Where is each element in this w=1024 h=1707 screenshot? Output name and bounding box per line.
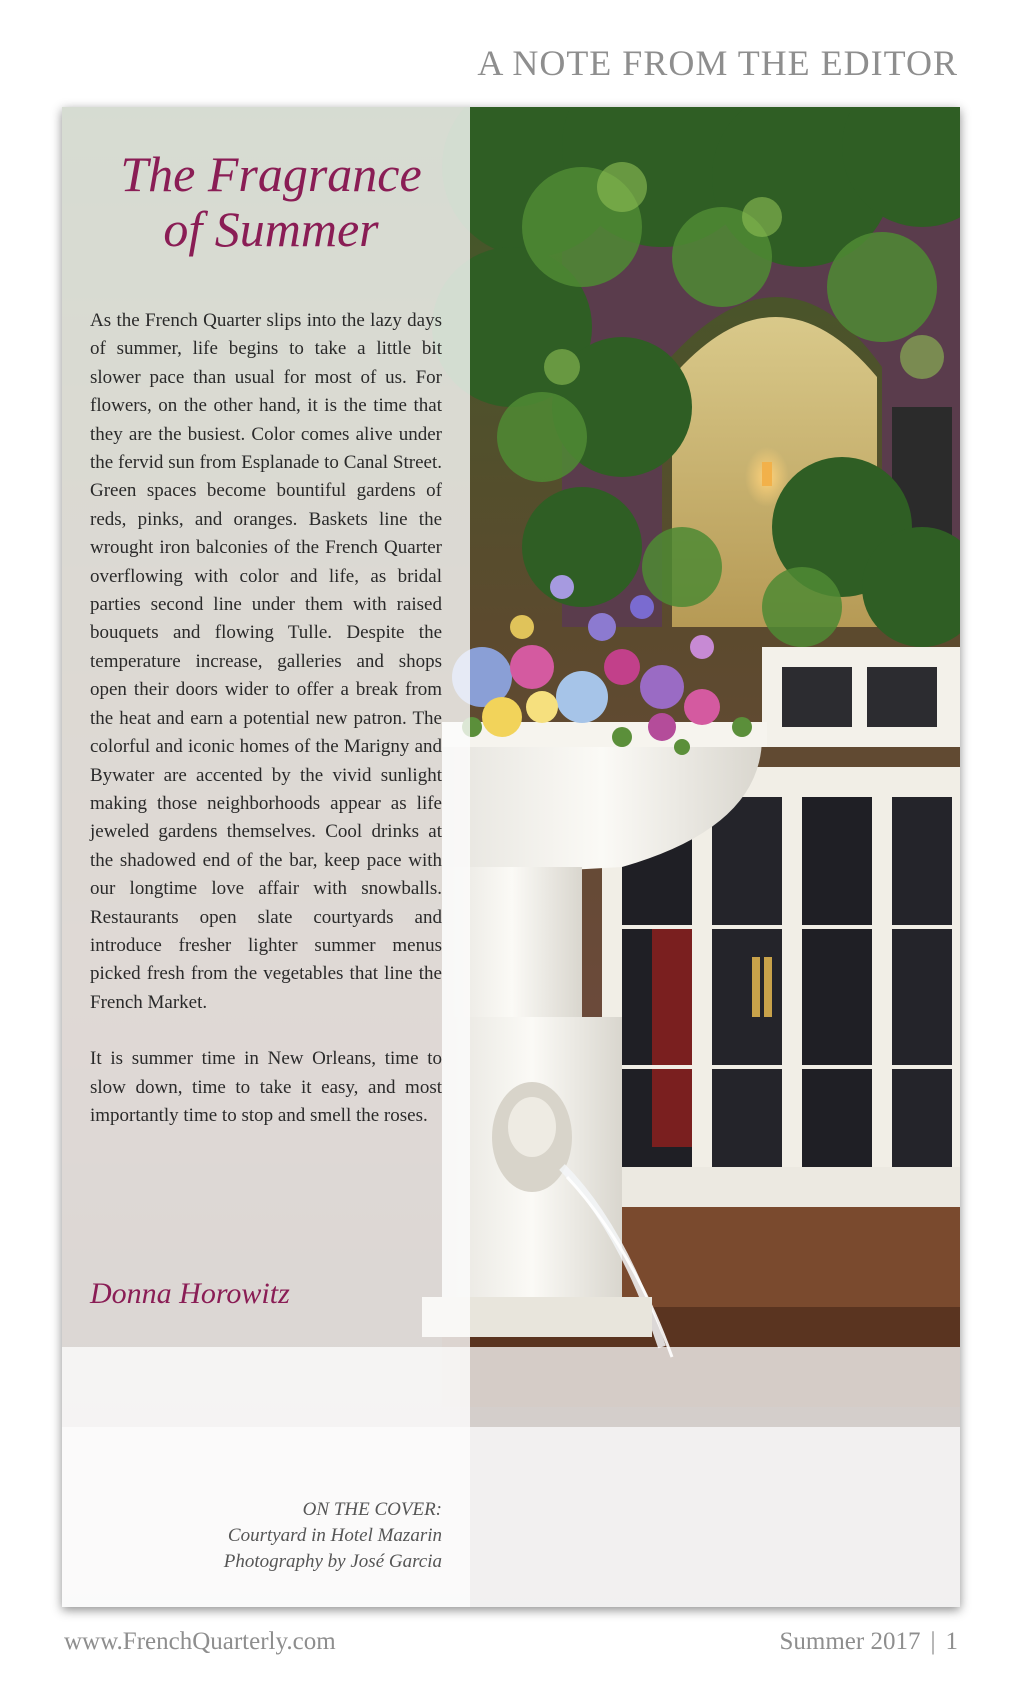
article-paragraph-2: It is summer time in New Orleans, time to slow down, time to take it easy, and most importantly time to stop and smell the roses. (90, 1048, 442, 1126)
article-body (90, 307, 442, 1158)
page-number: 1 (945, 1628, 958, 1655)
article-title-line-1: The Fragrance (120, 146, 422, 202)
editor-note-card (62, 107, 960, 1607)
footer-issue-info (780, 1628, 958, 1656)
article-paragraph-1: As the French Quarter slips into the lazy days of summer, life begins to take a little bit slower pace than usual for most of us. For flowers, on the other hand, it is the time that they are the busiest. Color comes alive under the fervid sun from Esplanade to Canal Street. Green spaces become bountiful gardens of reds, pinks, and oranges. Baskets line the wrought iron balconies of the French Quarter overflowing with color and life, as bridal parties second line under them with raised bouquets and flowing Tulle. Despite the temperature increase, galleries and shops open their doors wider to offer a break from the heat and earn a potential new patron. The colorful and iconic homes of the Marigny and Bywater are accented by the vivid sunlight making those neighborhoods appear as life jeweled gardens themselves. Cool drinks at the shadowed end of the bar, keep pace with our longtime love affair with snowballs. Restaurants open slate courtyards and introduce fresher lighter summer menus picked fresh from the vegetables that line the French Market. (90, 310, 442, 1013)
section-header: A NOTE FROM THE EDITOR (477, 43, 958, 83)
footer-separator: | (930, 1628, 936, 1655)
cover-caption (224, 1497, 442, 1575)
cover-caption-location: Courtyard in Hotel Mazarin (227, 1525, 442, 1546)
footer-website-link[interactable]: www.FrenchQuarterly.com (64, 1628, 336, 1655)
article-title-line-2: of Summer (163, 201, 379, 257)
article-title (86, 147, 456, 257)
issue-label: Summer 2017 (779, 1628, 921, 1655)
cover-caption-heading: ON THE COVER: (302, 1499, 442, 1520)
editor-signature: Donna Horowitz (90, 1277, 290, 1310)
cover-caption-credit: Photography by José Garcia (223, 1551, 442, 1572)
article-text-panel (62, 107, 470, 1607)
